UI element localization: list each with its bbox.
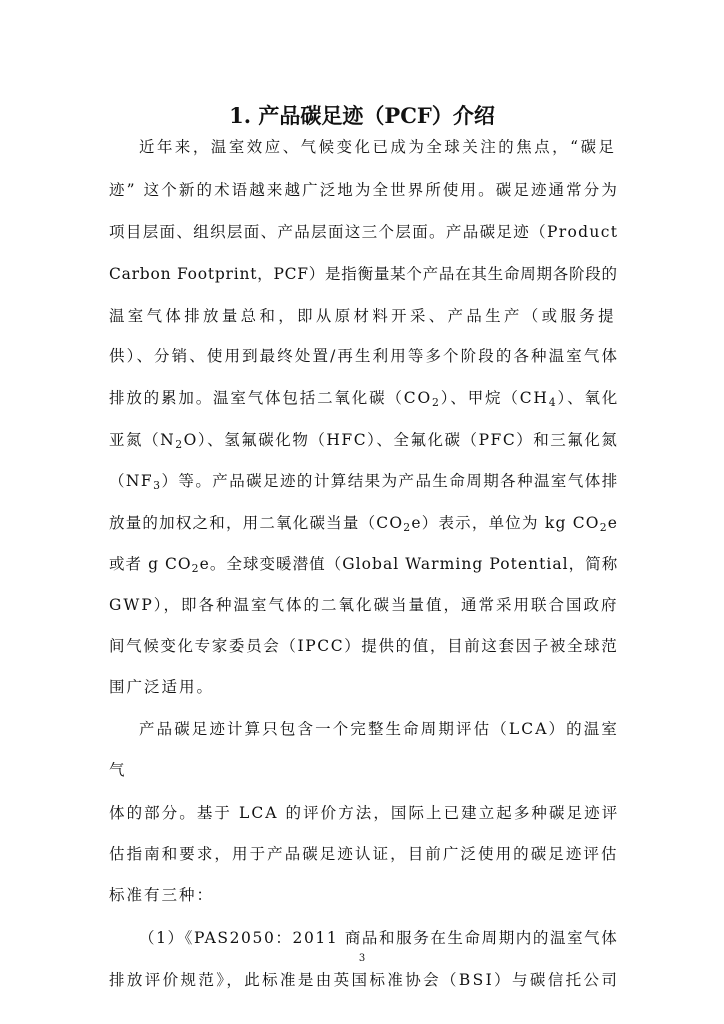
text-line: 近年来，温室效应、气候变化已成为全球关注的焦点，“碳足 bbox=[139, 138, 617, 156]
text-line: 供）、分销、使用到最终处置/再生利用等多个阶段的各种温室气体 bbox=[109, 347, 620, 365]
text-line: 排放的累加。温室气体包括二氧化碳$(CO_2)$、甲烷$(CH_4)$、氧化 bbox=[109, 389, 620, 409]
text-line: 排放评价规范》，此标准是由英国标准协会（BSI）与碳信托公司 bbox=[109, 971, 620, 989]
text-line: 或者 g $CO_2e$。全球变暖潜值（Global Warming Potential，简称 bbox=[109, 555, 619, 575]
text-line: 气 bbox=[109, 761, 127, 779]
text-line: GWP），即各种温室气体的二氧化碳当量值，通常采用联合国政府 bbox=[109, 596, 619, 614]
page-number: 3 bbox=[358, 953, 366, 964]
text-line: Carbon Footprint，PCF）是指衡量某个产品在其生命周期各阶段的 bbox=[109, 265, 618, 283]
text-line: （1）《PAS2050：2011 商品和服务在生命周期内的温室气体 bbox=[139, 929, 619, 947]
text-line: 放量的加权之和，用二氧化碳当量$(CO_2e)$表示，单位为 kg $CO_2e$ bbox=[109, 514, 619, 534]
text-line: 温室气体排放量总和，即从原材料开采、产品生产（或服务提 bbox=[109, 307, 617, 325]
section-title: 1. 产品碳足迹（PCF）介绍 bbox=[229, 103, 495, 128]
text-line: 围广泛适用。 bbox=[109, 678, 215, 696]
text-line: 产品碳足迹计算只包含一个完整生命周期评估（LCA）的温室 bbox=[139, 720, 619, 738]
text-line: 亚氮$(N_2O)$、氢氟碳化物（HFC）、全氟化碳（PFC）和三氟化氮 bbox=[109, 431, 619, 451]
text-line: 间气候变化专家委员会（IPCC）提供的值，目前这套因子被全球范 bbox=[109, 637, 619, 655]
text-line: 项目层面、组织层面、产品层面这三个层面。产品碳足迹（Product bbox=[109, 223, 619, 241]
text-line: 体的部分。基于 LCA 的评价方法，国际上已建立起多种碳足迹评 bbox=[109, 804, 620, 822]
text-line: $(NF_3)$等。产品碳足迹的计算结果为产品生命周期各种温室气体排 bbox=[109, 472, 619, 492]
text-line: 估指南和要求，用于产品碳足迹认证，目前广泛使用的碳足迹评估 bbox=[109, 845, 619, 863]
text-line: 迹” 这个新的术语越来越广泛地为全世界所使用。碳足迹通常分为 bbox=[109, 181, 619, 199]
text-line: 标准有三种： bbox=[109, 886, 215, 904]
